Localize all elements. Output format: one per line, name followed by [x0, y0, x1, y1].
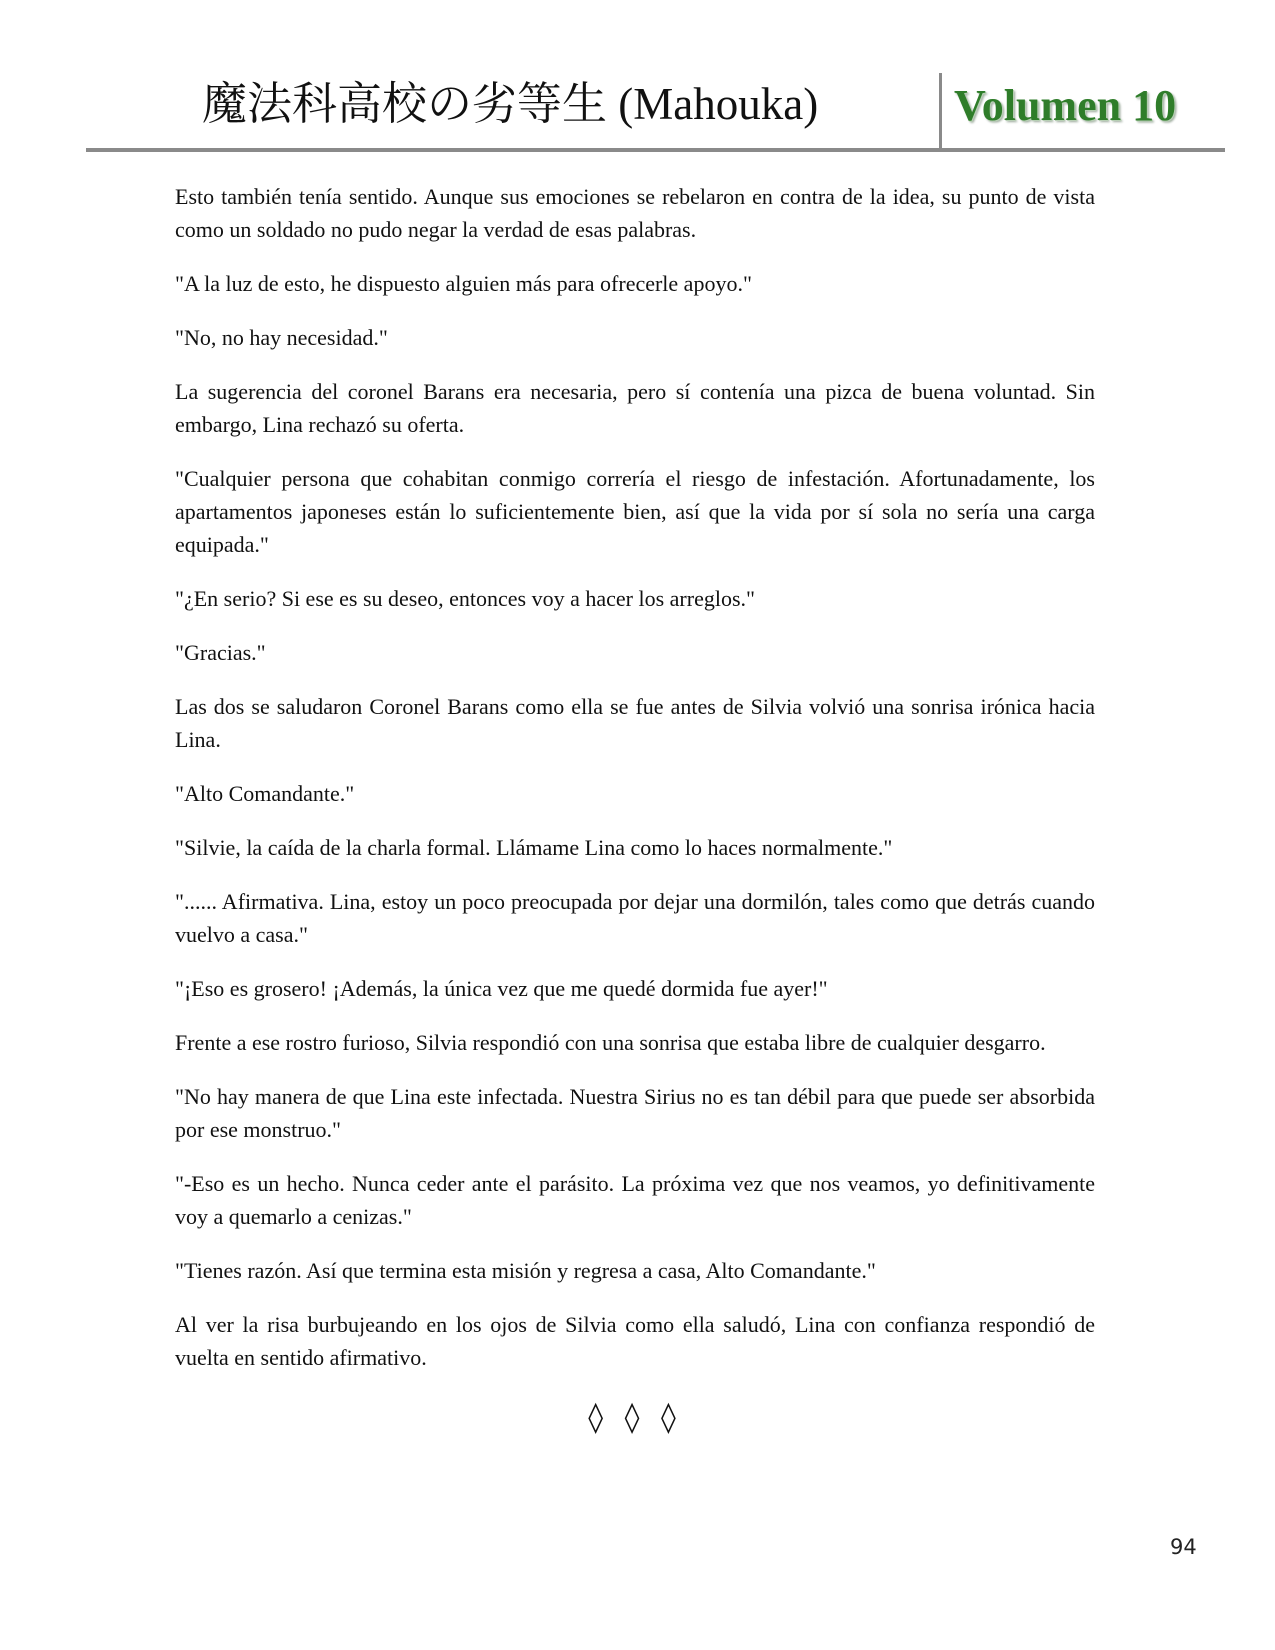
paragraph: Frente a ese rostro furioso, Silvia respondió con una sonrisa que estaba libre de cualquier desgarro.	[175, 1030, 1046, 1055]
paragraph: "Gracias."	[175, 640, 266, 665]
scene-separator: ◊ ◊ ◊	[588, 1400, 682, 1435]
paragraph: "Silvie, la caída de la charla formal. Llámame Lina como lo haces normalmente."	[175, 835, 893, 860]
paragraph: "A la luz de esto, he dispuesto alguien más para ofrecerle apoyo."	[175, 271, 752, 296]
paragraph: "¿En serio? Si ese es su deseo, entonces voy a hacer los arreglos."	[175, 586, 755, 611]
paragraph: "Tienes razón. Así que termina esta misión y regresa a casa, Alto Comandante."	[175, 1258, 876, 1283]
paragraph: Al ver la risa burbujeando en los ojos de Silvia como ella saludó, Lina con confianza respondió de vuelta en sentido afirmativo.	[175, 1312, 1095, 1370]
page-header	[86, 70, 1225, 152]
page-number: 94	[1170, 1535, 1197, 1559]
header-rule	[86, 148, 1225, 152]
volume-label: Volumen 10	[954, 81, 1177, 130]
paragraph: "Cualquier persona que cohabitan conmigo correría el riesgo de infestación. Afortunadamente, los apartamentos japoneses están lo suficientemente bien, así que la vida por sí sola no sería una carga equipada."	[175, 466, 1095, 557]
paragraph: "¡Eso es grosero! ¡Además, la única vez que me quedé dormida fue ayer!"	[175, 976, 828, 1001]
paragraph: Las dos se saludaron Coronel Barans como ella se fue antes de Silvia volvió una sonrisa irónica hacia Lina.	[175, 694, 1095, 752]
paragraph: La sugerencia del coronel Barans era necesaria, pero sí contenía una pizca de buena voluntad. Sin embargo, Lina rechazó su oferta.	[175, 379, 1095, 437]
paragraph: "-Eso es un hecho. Nunca ceder ante el parásito. La próxima vez que nos veamos, yo definitivamente voy a quemarlo a cenizas."	[175, 1171, 1095, 1229]
page-body	[175, 180, 1095, 1438]
paragraph: "...... Afirmativa. Lina, estoy un poco preocupada por dejar una dormilón, tales como que detrás cuando vuelvo a casa."	[175, 889, 1095, 947]
paragraph: "No, no hay necesidad."	[175, 325, 388, 350]
book-title: 魔法科高校の劣等生 (Mahouka)	[202, 79, 819, 129]
header-divider	[939, 73, 942, 149]
paragraph: Esto también tenía sentido. Aunque sus emociones se rebelaron en contra de la idea, su punto de vista como un soldado no pudo negar la verdad de esas palabras.	[175, 184, 1095, 242]
paragraph: "No hay manera de que Lina este infectada. Nuestra Sirius no es tan débil para que puede ser absorbida por ese monstruo."	[175, 1084, 1095, 1142]
paragraph: "Alto Comandante."	[175, 781, 355, 806]
